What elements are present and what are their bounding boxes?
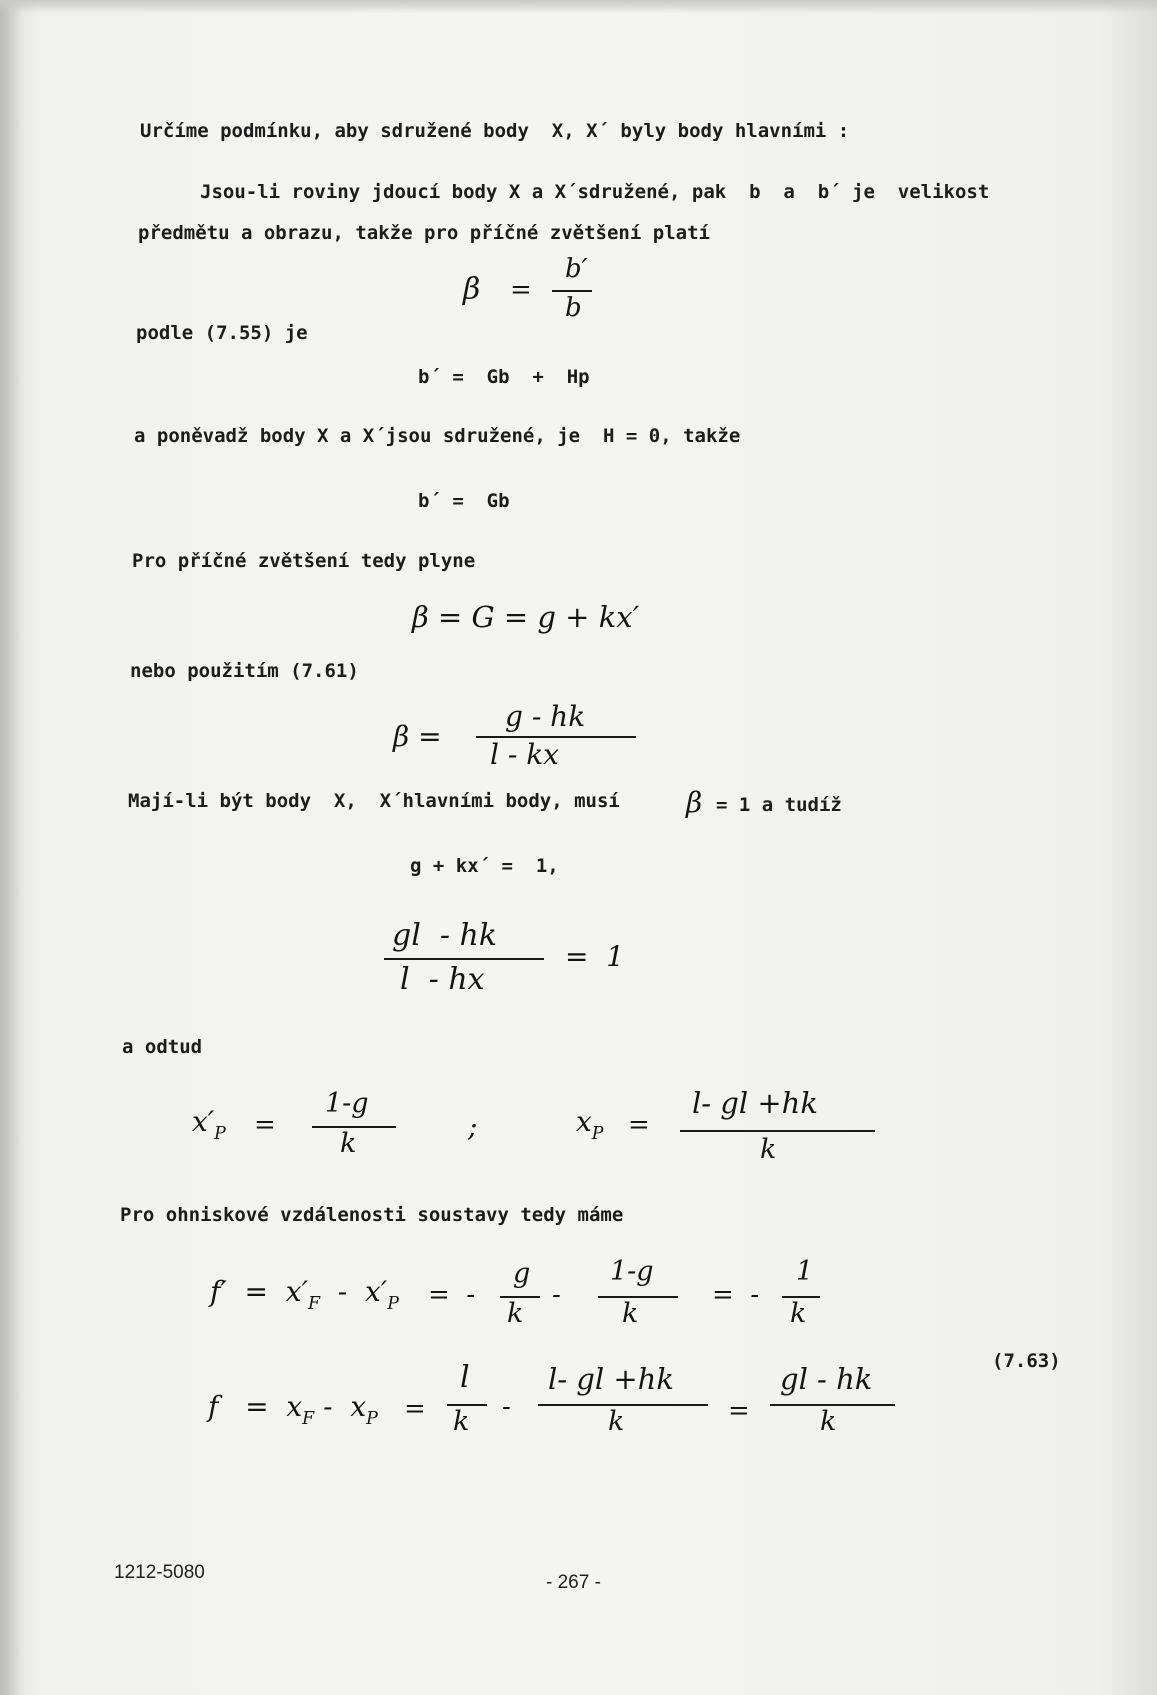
eq1-denominator: b <box>565 293 582 323</box>
eq5-denominator: l - kx <box>490 738 559 771</box>
paragraph-hence: a odtud <box>122 1036 203 1058</box>
xp-fraction-bar <box>680 1130 875 1132</box>
paragraph-focal-lengths: Pro ohniskové vzdálenosti soustavy tedy máme <box>120 1204 624 1226</box>
xp-prime-x: x′ <box>192 1105 215 1138</box>
xp-prime-denominator: k <box>340 1128 357 1159</box>
f-sub-p: P <box>366 1408 378 1429</box>
fprime-num3: 1 <box>796 1256 814 1287</box>
page-top-shadow <box>0 0 1157 14</box>
fprime-den1: k <box>507 1298 524 1329</box>
xp-prime-subscript: P <box>214 1123 226 1144</box>
paragraph-magnification: Pro příčné zvětšení tedy plyne <box>132 550 476 572</box>
f-den1: k <box>453 1406 470 1437</box>
xp-prime-numerator: 1-g <box>325 1088 369 1119</box>
eq1-lhs: β <box>463 272 481 307</box>
p7-beta: β <box>686 786 703 819</box>
eq1-numerator: b′ <box>565 254 588 284</box>
paragraph-principal-points-end: = 1 a tudíž <box>716 794 842 816</box>
fprime-sub-p: P <box>387 1293 399 1314</box>
eq1-fraction-bar <box>552 290 592 292</box>
f-den3: k <box>820 1406 837 1437</box>
f-equals-2: = <box>728 1396 750 1426</box>
f-minus: - <box>502 1392 511 1422</box>
paragraph-planes-2: předmětu a obrazu, takže pro příčné zvětšení platí <box>138 222 710 244</box>
eq1-equals: = <box>510 275 532 305</box>
equation-b-prime-gb-hp: b´ = Gb + Hp <box>418 366 590 388</box>
eq7-fraction-bar <box>384 958 544 960</box>
page-edge-shadow <box>0 0 22 1695</box>
xp-x: x <box>576 1105 592 1138</box>
fprime-sub-f: F <box>307 1293 320 1314</box>
paragraph-since: a poněvadž body X a X´jsou sdružené, je H = 0, takže <box>134 425 741 447</box>
eq7-numerator: gl - hk <box>392 918 498 953</box>
equation-b-prime-gb: b´ = Gb <box>418 490 510 512</box>
xp-numerator: l- gl +hk <box>692 1086 818 1120</box>
xp-denominator: k <box>760 1134 777 1165</box>
paragraph-condition: Určíme podmínku, aby sdružené body X, X´ byly body hlavními : <box>140 120 850 142</box>
xp-equals: = <box>628 1110 650 1140</box>
semicolon: ; <box>468 1110 478 1143</box>
paragraph-principal-points: Mají-li být body X, X´hlavními body, musí <box>128 790 620 812</box>
document-code: 1212-5080 <box>114 1562 205 1583</box>
f-num3: gl - hk <box>780 1362 873 1396</box>
f-sub-f: F <box>302 1408 315 1429</box>
fprime-lhs-text: f′ = x′ <box>210 1275 308 1308</box>
paragraph-using: nebo použitím (7.61) <box>130 660 359 682</box>
f-lhs-text: f = x <box>208 1390 303 1423</box>
f-lhs <box>208 1390 378 1429</box>
eq7-rhs: = 1 <box>565 940 625 973</box>
f-minus-x: - x <box>314 1390 367 1423</box>
fprime-den2: k <box>622 1298 639 1329</box>
fprime-eq-minus: = - <box>428 1280 476 1310</box>
equation-g-plus-kx: g + kx´ = 1, <box>410 855 559 877</box>
equation-number: (7.63) <box>992 1350 1061 1372</box>
xp-subscript: P <box>591 1123 604 1144</box>
eq5-lhs: β = <box>393 720 442 753</box>
eq7-denominator: l - hx <box>400 962 485 997</box>
fprime-lhs <box>210 1275 399 1314</box>
fprime-minus: - <box>552 1280 561 1310</box>
fprime-den3: k <box>790 1298 807 1329</box>
eq4-beta-g-kx: β = G = g + kx′ <box>412 600 640 634</box>
fprime-minus-x: - x′ <box>319 1275 388 1308</box>
paragraph-according: podle (7.55) je <box>136 322 308 344</box>
f-equals: = <box>404 1394 426 1424</box>
page-number: - 267 - <box>546 1572 601 1593</box>
f-num1: l <box>460 1360 470 1395</box>
f-num2: l- gl +hk <box>548 1362 674 1396</box>
xp-prime-lhs <box>192 1105 226 1144</box>
paragraph-planes-1: Jsou-li roviny jdoucí body X a X´sdružené, pak b a b´ je velikost <box>200 181 990 203</box>
fprime-num2: 1-g <box>610 1256 654 1287</box>
xp-prime-equals: = <box>254 1110 276 1140</box>
f-den2: k <box>608 1406 625 1437</box>
fprime-num1: g <box>513 1258 531 1289</box>
eq5-numerator: g - hk <box>505 700 586 733</box>
xp-lhs <box>576 1105 604 1144</box>
fprime-eq-minus-2: = - <box>712 1280 760 1310</box>
